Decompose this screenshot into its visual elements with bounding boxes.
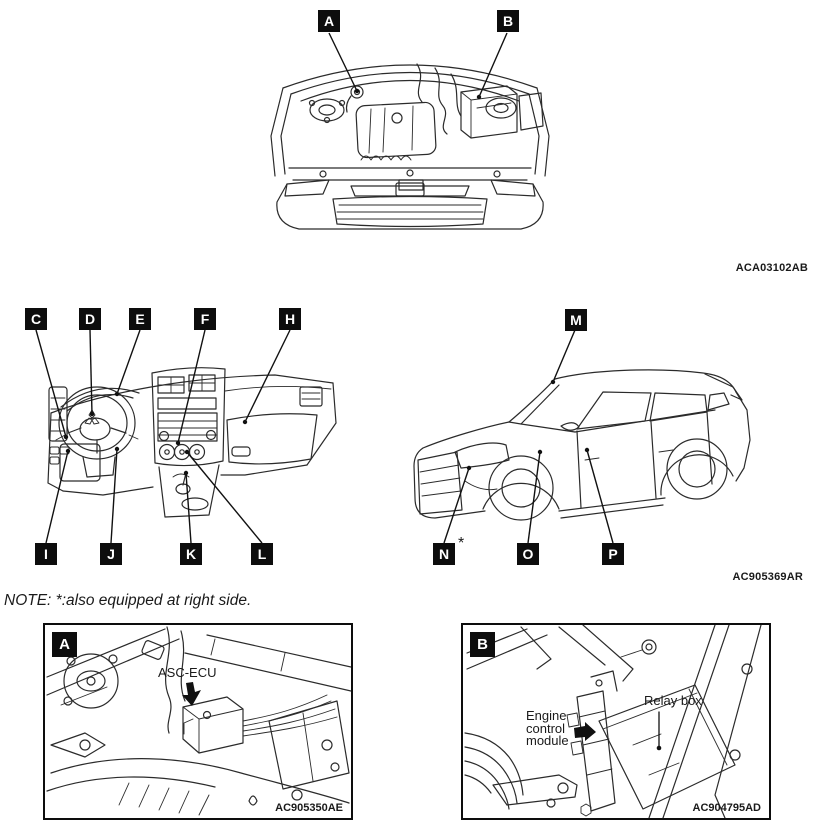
- callout-O: O: [517, 543, 539, 565]
- asc-ecu-label: ASC-ECU: [158, 665, 217, 680]
- detail-code-A: AC905350AE: [275, 802, 343, 814]
- ecm-label-line-1: Engine: [526, 708, 567, 723]
- callout-F: F: [194, 308, 216, 330]
- asc-ecu-pointer-arrow: [182, 682, 201, 706]
- callout-N: N: [433, 543, 455, 565]
- callout-I: I: [35, 543, 57, 565]
- detail-code-B: AC904795AD: [692, 802, 761, 814]
- callout-B: B: [497, 10, 519, 32]
- ecm-label-line-2: control: [526, 720, 566, 736]
- callout-A: A: [318, 10, 340, 32]
- callout-H: H: [279, 308, 301, 330]
- detail-panel-B: [461, 623, 771, 820]
- callout-E: E: [129, 308, 151, 330]
- relay-box-label: Relay box: [644, 693, 702, 708]
- callout-J: J: [100, 543, 122, 565]
- detail-panel-A-letter: A: [52, 632, 77, 657]
- callout-N-asterisk: *: [458, 535, 465, 552]
- callout-D: D: [79, 308, 101, 330]
- figure-code-vehicle: AC905369AR: [732, 571, 803, 583]
- figure-code-engine-bay: ACA03102AB: [735, 262, 808, 274]
- engine-control-module-label: [526, 710, 569, 748]
- callout-P: P: [602, 543, 624, 565]
- callout-C: C: [25, 308, 47, 330]
- footnote-text: NOTE: *:also equipped at right side.: [4, 592, 252, 609]
- detail-panel-B-letter: B: [470, 632, 495, 657]
- callout-K: K: [180, 543, 202, 565]
- ecm-label-line-3: module: [526, 733, 569, 749]
- asc-ecu-drawing: [45, 625, 351, 818]
- ecm-pointer-arrow: [574, 722, 596, 741]
- callout-L: L: [251, 543, 273, 565]
- ecm-relay-drawing: [463, 625, 769, 818]
- callout-M: M: [565, 309, 587, 331]
- detail-panel-A: [43, 623, 353, 820]
